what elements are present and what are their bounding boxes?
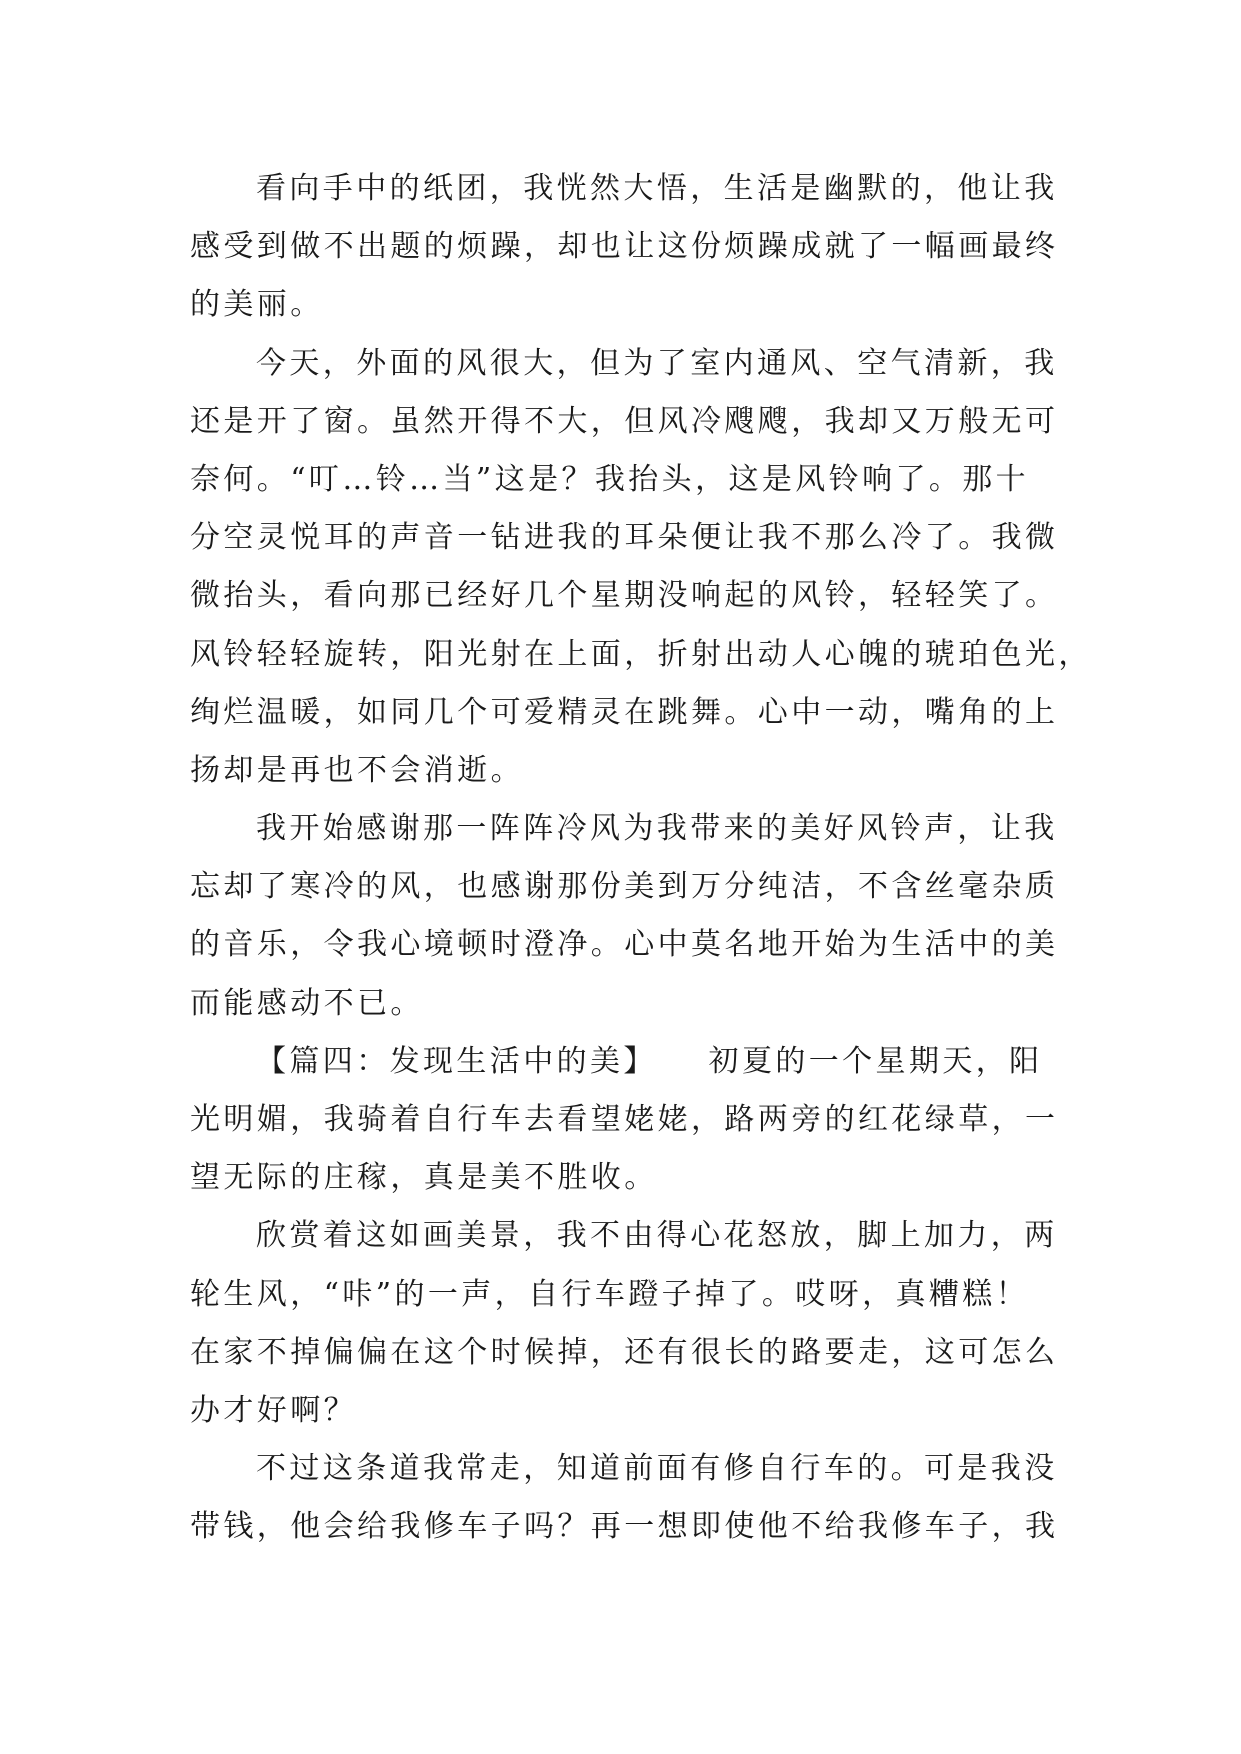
- text-line: 【篇四：发现生活中的美】 初夏的一个星期天，阳: [256, 1043, 1043, 1079]
- text-line: 看向手中的纸团，我恍然大悟，生活是幽默的，他让我: [256, 171, 1058, 206]
- text-line: 风铃轻轻旋转，阳光射在上面，折射出动人心魄的琥珀色光，: [190, 636, 1092, 672]
- text-line: 不过这条道我常走，知道前面有修自行车的。可是我没: [256, 1451, 1058, 1487]
- text-line: 欣赏着这如画美景，我不由得心花怒放，脚上加力，两: [256, 1218, 1058, 1254]
- text-line: 忘却了寒冷的风，也感谢那份美到万分纯洁，不含丝毫杂质: [190, 869, 1059, 905]
- text-line: 微抬头，看向那已经好几个星期没响起的风铃，轻轻笑了。: [190, 578, 1059, 614]
- text-line: 分空灵悦耳的声音一钻进我的耳朵便让我不那么冷了。我微: [190, 520, 1059, 556]
- text-line: 在家不掉偏偏在这个时候掉，还有很长的路要走，这可怎么: [190, 1334, 1059, 1370]
- text-line: 感受到做不出题的烦躁，却也让这份烦躁成就了一幅画最终: [190, 229, 1059, 265]
- text-line: 今天，外面的风很大，但为了室内通风、空气清新，我: [256, 345, 1058, 381]
- text-line: 光明媚，我骑着自行车去看望姥姥，路两旁的红花绿草，一: [190, 1102, 1059, 1137]
- essay-body-text: [190, 160, 1092, 1557]
- text-line: 绚烂温暖，如同几个可爱精灵在跳舞。心中一动，嘴角的上: [190, 694, 1059, 730]
- text-line: 而能感动不已。: [190, 985, 424, 1021]
- text-line: 的美丽。: [190, 287, 324, 323]
- text-line: 的音乐，令我心境顿时澄净。心中莫名地开始为生活中的美: [190, 927, 1059, 963]
- text-line: 我开始感谢那一阵阵冷风为我带来的美好风铃声，让我: [256, 811, 1058, 847]
- text-line: 还是开了窗。虽然开得不大，但风冷飕飕，我却又万般无可: [190, 403, 1059, 439]
- text-line: 带钱，他会给我修车子吗？再一想即使他不给我修车子，我: [190, 1509, 1059, 1545]
- text-line: 轮生风，“咔”的一声，自行车蹬子掉了。哎呀，真糟糕！: [190, 1276, 1030, 1312]
- text-line: 望无际的庄稼，真是美不胜收。: [190, 1160, 658, 1196]
- text-line: 扬却是再也不会消逝。: [190, 752, 524, 788]
- text-line: 办才好啊？: [190, 1392, 357, 1428]
- text-line: 奈何。“叮…铃…当”这是？我抬头，这是风铃响了。那十: [190, 461, 1030, 497]
